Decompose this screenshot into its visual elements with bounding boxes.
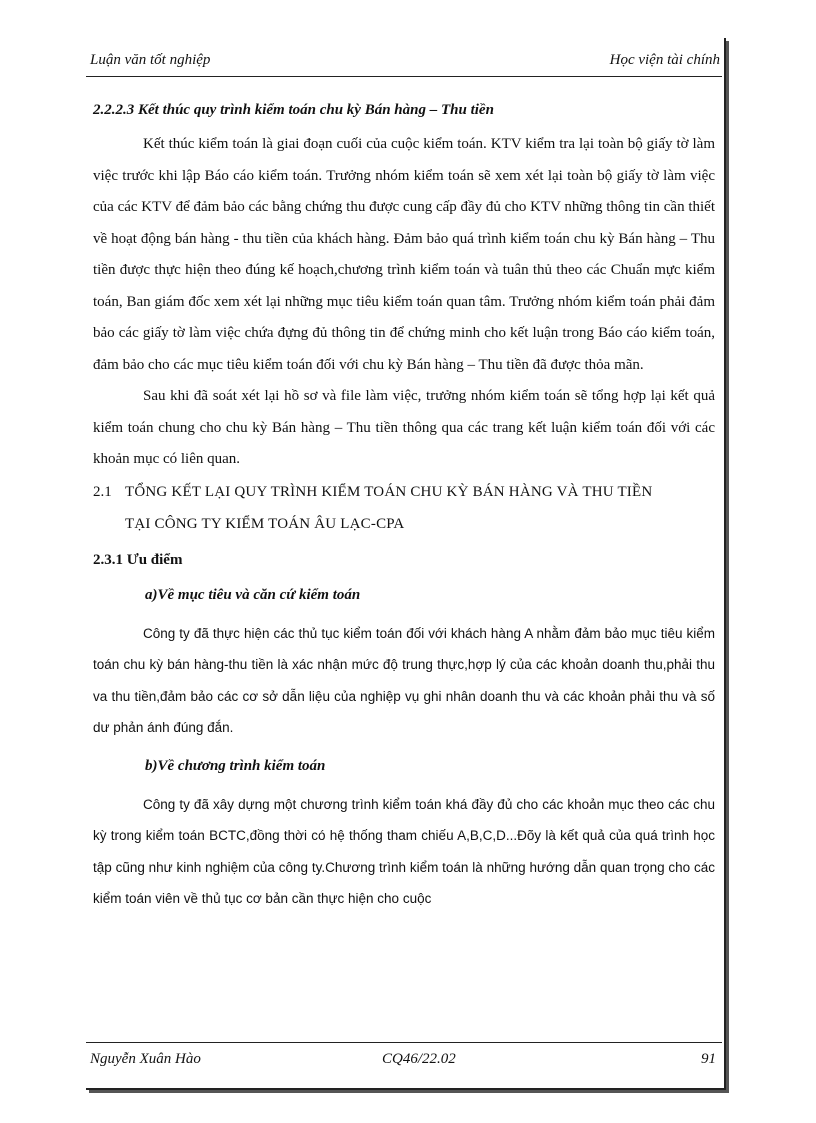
footer-author: Nguyễn Xuân Hào <box>90 1051 201 1067</box>
paragraph-audit-program: Công ty đã xây dựng một chương trình kiểm toán khá đầy đủ cho các khoản mục theo các chu kỳ trong kiểm toán BCTC,đồng thời có hệ thống tham chiếu A,B,C,D...Đõy là kết quả của quá trình học tập cũng như kinh nghiệm của công ty.Chương trình kiểm toán là những hướng dẫn quan trọng cho các kiểm toán viên về thủ tục cơ bản cần thực hiện cho cuộc <box>93 796 715 906</box>
section-title-line2: TẠI CÔNG TY KIỂM TOÁN ÂU LẠC-CPA <box>125 515 405 532</box>
section-number: 2.1 <box>93 483 112 500</box>
paragraph-audit-objectives: Công ty đã thực hiện các thủ tục kiểm toán đối với khách hàng A nhằm đảm bảo mục tiêu kiểm toán chu kỳ bán hàng-thu tiền là xác nhận mức độ trung thực,hợp lý của các khoản doanh thu,phải thu va thu tiền,đảm bảo các cơ sở dẫn liệu của nghiệp vụ ghi nhân doanh thu và các khoản phải thu và số dư phản ánh đúng đắn. <box>93 625 715 735</box>
header-institution: Học viện tài chính <box>609 52 720 68</box>
paragraph-conclusion: Kết thúc kiểm toán là giai đoạn cuối của cuộc kiểm toán. KTV kiểm tra lại toàn bộ giấy tờ làm việc trước khi lập Báo cáo kiểm toán. Trưởng nhóm kiểm toán sẽ xem xét lại toàn bộ giấy tờ làm việc của các KTV để đảm bảo các bằng chứng thu được cung cấp đầy đủ cho KTV những thông tin cần thiết về hoạt động bán hàng - thu tiền của khách hàng. Đảm bảo quá trình kiểm toán chu kỳ Bán hàng – Thu tiền được thực hiện theo đúng kế hoạch,chương trình kiểm toán và tuân thủ theo các Chuẩn mực kiểm toán, Ban giám đốc xem xét lại những mục tiêu kiểm toán quan tâm. Trưởng nhóm kiểm toán phải đảm bảo các giấy tờ làm việc chứa đựng đủ thông tin để chứng minh cho kết luận trong Báo cáo kiểm toán, đảm bảo cho các mục tiêu kiểm toán đối với chu kỳ Bán hàng – Thu tiền đã được thỏa mãn. <box>93 136 715 373</box>
subsection-b-heading: b)Về chương trình kiểm toán <box>145 757 326 774</box>
section-2-2-2-3-heading: 2.2.2.3 Kết thúc quy trình kiểm toán chu kỳ Bán hàng – Thu tiền <box>93 102 494 118</box>
section-2-1-heading-cont <box>93 508 715 540</box>
footer-class-code: CQ46/22.02 <box>382 1051 456 1067</box>
subsection-a-heading: a)Về mục tiêu và căn cứ kiểm toán <box>145 586 361 603</box>
page-body <box>93 102 715 915</box>
page-footer <box>86 1042 722 1071</box>
section-2-1-heading <box>93 476 715 508</box>
footer-page-number: 91 <box>701 1051 716 1067</box>
header-thesis-label: Luận văn tốt nghiệp <box>90 52 211 68</box>
section-2-3-1-heading: 2.3.1 Ưu điểm <box>93 551 183 568</box>
paragraph-summary: Sau khi đã soát xét lại hồ sơ và file làm việc, trưởng nhóm kiểm toán sẽ tổng hợp lại kết quả kiểm toán chung cho chu kỳ Bán hàng – Thu tiền thông qua các trang kết luận kiểm toán đối với các khoản mục có liên quan. <box>93 388 715 467</box>
page-header <box>86 50 722 77</box>
section-title-line1: TỔNG KẾT LẠI QUY TRÌNH KIỂM TOÁN CHU KỲ BÁN HÀNG VÀ THU TIỀN <box>125 483 653 500</box>
